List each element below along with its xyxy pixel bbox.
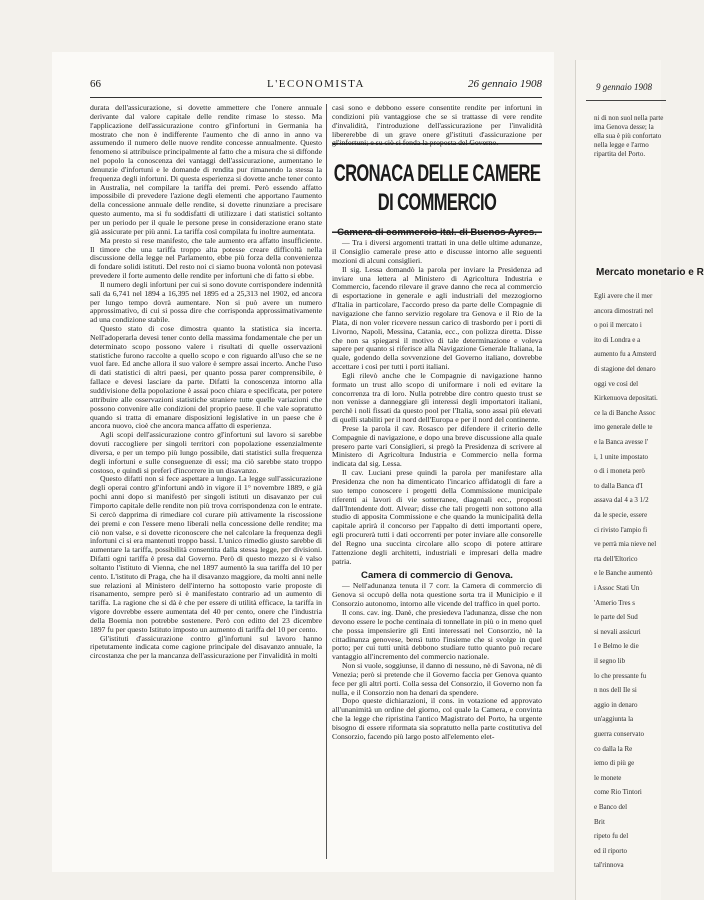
adjacent-page-line: e la Banca avesse l' xyxy=(594,438,649,446)
adjacent-page-line: Kirkenuova depositati. xyxy=(594,394,658,403)
adjacent-page-line: le parte del Sud xyxy=(594,613,638,622)
adjacent-page-line: ni di non suol nella parte xyxy=(594,114,664,122)
adjacent-page-line: si nevali assicuri xyxy=(594,627,641,636)
adjacent-page-line: come Rio Tintori xyxy=(594,788,642,797)
page-header xyxy=(90,78,542,94)
paragraph: Il cav. Luciani prese quindi la parola per manifestare alla Presidenza che non ha dimenticato l'incarico affidatogli di fare a suo tempo conoscere i progetti della Commissione municipale riferenti ai lavori di vie sotterranee, diagonali ecc., proposti dall'Intendente dott. Alvear; disse che tali progetti non sottono alla studio di apposita Commissione e che quando la municipalità della capitale aprirà il concorso per l'appalto di detti importanti opere, egli procurerà tutti i dati occorrenti per poter inviare alle consorelle del Regno una succinta circolare allo scopo di potere attirare l'attenzione degli architetti, industriali e impresari della madre patria. xyxy=(332,468,542,566)
adjacent-page-line: rta dell'Eltorico xyxy=(594,554,638,563)
document-page xyxy=(52,52,554,872)
adjacent-page-line: tal'rinnova xyxy=(594,861,624,870)
paragraph: Non si vuole, soggiunse, il danno di nessuno, nè di Savona, nè di Venezia; però si pretende che il Governo faccia per Genova quanto fece per gli altri porti. Colla sessa del Consorzio, il Governo non fa nulla, e il Consorzio non ha denari da spendere. xyxy=(332,661,542,697)
adjacent-page-line: le monete xyxy=(594,773,622,782)
paragraph: casi sono e debbono essere consentite rendite per infortuni in condizioni più vantaggiose che se si trattasse di vere rendite d'invalidità, l'introduzione dell'assicurazione per l'invalidità libererebbe di un grave onere gl'istituti d'assicurazione per gl'infortuni; e su ciò si fonda la proposta del Governo. xyxy=(332,103,542,148)
adjacent-page-line: assava dal 4 a 3 1/2 xyxy=(594,496,649,505)
section-heading-genova: Camera di commercio di Genova. xyxy=(361,570,513,582)
adjacent-page-line: ima Genova desse; la xyxy=(594,123,654,131)
adjacent-page-line: da le specie, essere xyxy=(594,511,648,519)
adjacent-page-date: 9 gennaio 1908 xyxy=(596,82,652,92)
adjacent-page-line: imo generale delle te xyxy=(594,423,653,432)
adjacent-page-line: aumento fu a Amsterd xyxy=(594,350,657,359)
adjacent-page-line: co dalla la Re xyxy=(594,744,633,753)
adjacent-page-line: oggi ve così del xyxy=(594,379,639,388)
adjacent-page-line: iemo di più ge xyxy=(594,759,635,768)
paragraph: Prese la parola il cav. Rosasco per difendere il criterio delle Compagnie di navigazione, e dopo una breve discussione alla quale presero parte vari Consiglieri, si pregò la Presidenza di scrivere al Ministero di Agricoltura Industria e Commercio nella forma indicata dal sig. Lessa. xyxy=(332,423,542,469)
paragraph: Gl'istituti d'assicurazione contro gl'infortuni sul lavoro hanno ripetutamente indicata come cagione principale del disavanzo annuale, la circostanza che per la mancanza dell'assicurazione per l'invalidità in molti xyxy=(90,633,322,661)
adjacent-page-line: ito di Londra e a xyxy=(594,335,641,344)
adjacent-page-line: I e Belmo le die xyxy=(594,642,639,651)
adjacent-page-line: ripeto fu del xyxy=(594,832,629,841)
adjacent-page-line: i Assoc Stati Un xyxy=(594,584,640,592)
adjacent-page-line: aggio in denaro xyxy=(594,700,638,709)
adjacent-page-line: ripartita del Porto. xyxy=(594,150,646,158)
left-column xyxy=(90,104,322,864)
adjacent-page-line: nella legge e l'armo xyxy=(594,141,649,149)
section-banner: CRONACA DELLE CAMERE DI COMMERCIO xyxy=(332,143,542,233)
adjacent-page-rule xyxy=(586,100,666,101)
journal-title: L'ECONOMISTA xyxy=(267,78,365,90)
adjacent-page-line: guerra conservato xyxy=(594,730,644,738)
adjacent-page-line: ce la di Banche Assoc xyxy=(594,408,656,417)
adjacent-page-line: ancora dimostrati nel xyxy=(594,306,654,315)
section-heading-buenos-ayres: Camera di commercio ital. di Buenos Ayres. xyxy=(337,227,537,239)
paragraph: Agli scopi dell'assicurazione contro gl'infortuni sul lavoro si sarebbe dovuti raccogliere per singoli territori con popolazione essenzialmente diversa, e per un tempo più lungo possibile, dati statistici sulla frequenza degli infortuni e sulle conseguenze di essi; ma ciò sarebbe stato troppo costoso, e quindi si preferì d'incorrere in un disavanzo. xyxy=(90,430,322,475)
paragraph: durata dell'assicurazione, si dovette ammettere che l'onere annuale derivante dal valore capitale delle rendite rimase lo stesso. Ma l'applicazione dell'assicurazione contro gl'infortuni in Germania ha mostrato che non è indifferente l'aumento che di anno in anno va assumendo il numero delle nuove rendite concesse annualmente. Questo fenomeno si attribuisce principalmente al fatto che a misura che si diffonde nel popolo la conoscenza dei vantaggi dell'assicurazione, aumentano le denunzie d'infortuni e le domande di rendita pur rimanendo la stessa la frequenza degli infortuni. Di questa esperienza si dovette anche tener conto in Australia, nel compilare la tariffa dei premi. Però essendo affatto impossibile di prevedere l'azione degli elementi che apportano l'aumento della concessione annuale delle rendite, si dovette rinunziare a precisare questo aumento, ma si fu soddisfatti di utilizzare i dati statistici soltanto per un periodo per il quale le persone prese in considerazione erano state già assicurate per più anni. La tariffa così compilata fu inoltre aumentata. xyxy=(90,103,322,236)
header-rule xyxy=(90,97,542,98)
column-divider xyxy=(326,104,327,859)
adjacent-page-line: o di i moneta però xyxy=(594,467,645,476)
paragraph: Questo stato di cose dimostra quanto la statistica sia incerta. Nell'adoperarla devesi tener conto della massima fondamentale che per un determinato scopo possono valere i risultati di quelle osservazioni statistiche furono raccolte a quello scopo e con riguardo all'uso che se ne vuol fare. Ed anche allora il suo valore è sempre assai incerto. Anche l'uso di dati statistici di altri paesi, per quanto possa parer comprensibile, è fallace e devesi lasciare da parte. Difatti la conoscenza intorno alla suddivisione della popolazione è assai poco chiara e specificata, per potere attribuire alle osservazioni statistiche straniere tutte quelle variazioni che possono convenire alle condizioni del proprio paese. Il che vale sopratutto quando si tratta di emanare disposizioni legislative in un paese che è ancora nuovo, cioè che ancora manca affatto di esperienza. xyxy=(90,324,322,431)
adjacent-page-line: ve perrà mia nieve nel xyxy=(594,540,657,549)
adjacent-page-line: Egli avere che il mer xyxy=(594,292,653,300)
right-column xyxy=(332,104,542,864)
adjacent-page-line: lo che pressante fu xyxy=(594,671,647,680)
adjacent-page-line: il segno lib xyxy=(594,657,626,665)
adjacent-page-line: ed il riporto xyxy=(594,846,628,855)
adjacent-page-line: o poi il mercato i xyxy=(594,321,642,330)
adjacent-page-line: Brit xyxy=(594,817,605,826)
paragraph: Il sig. Lessa domandò la parola per inviare la Presidenza ad inviare una lettera al Ministero di Agricoltura Industria e Commercio, facendo rilevare il grave danno che reca al commercio di esportazione in generale e agli industriali del mezzogiorno d'Italia in particolare, l'accordo preso da parte delle Compagnie di navigazione che fanno servizio regolare tra Genova e il Rio de la Plata, di non voler ricevere nessun carico di trasbordo per i porti di Livorno, Napoli, Messina, Catania, ecc., con polizza diretta. Disse che non sa spiegarsi il motivo di tale determinazione e voleva sapere per quanto si riferisce alla Navigazione Generale Italiana, la quale, godendo della sovvenzione del Governo italiano, dovrebbe accettare i così per tutti i porti italiani. xyxy=(332,264,542,372)
paragraph: — Tra i diversi argomenti trattati in una delle ultime adunanze, il Consiglio camerale prese atto e discusse intorno alle seguenti mozioni di alcuni consiglieri. xyxy=(332,238,542,265)
adjacent-page-line: di stagione del denaro xyxy=(594,365,656,373)
paragraph: Ma presto si rese manifesto, che tale aumento era affatto insufficiente. Il timore che una tariffa troppo alta potesse creare difficoltà nella discussione della legge nel Parlamento, ebbe più forza della convenienza di fondare solidi istituti. Del resto noi ci siamo buona volontà non potevasi prevedere il forte aumento delle rendite per infortuni che di fatto si ebbe. xyxy=(90,235,322,281)
adjacent-page-line: ci rivisto l'ampio fi xyxy=(594,525,648,534)
adjacent-page-line: 'Amerio Tres s xyxy=(594,598,635,607)
paragraph: — Nell'adunanza tenuta il 7 corr. la Camera di commercio di Genova si occupò della nota questione sorta tra il Municipio e il Consorzio autonomo, intorno alle vicende del traffico in quel porto. xyxy=(332,581,542,609)
adjacent-page-line: ella sua è più confortato xyxy=(594,132,662,140)
page-number: 66 xyxy=(90,78,101,90)
paragraph: Dopo queste dichiarazioni, il cons. in votazione ed approvato all'unanimità un ordine del giorno, col quale la Camera, e convinta che la legge che ripristina l'antico Magistrato del Porto, ha urgente bisogno di essere riformata sia sopratutto nella parte costitutiva del Consorzio, facendo più largo posto all'elemento elet- xyxy=(332,696,542,741)
adjacent-page-line: e Banco del xyxy=(594,803,628,811)
adjacent-page-line: to dalla Banca d'I xyxy=(594,481,643,490)
adjacent-page-edge xyxy=(575,60,704,900)
adjacent-page-heading: Mercato monetario e R xyxy=(596,267,704,278)
adjacent-page-line: n nos dell Ile si xyxy=(594,686,637,695)
adjacent-page-line: e le Banche aumentò xyxy=(594,569,653,578)
adjacent-page-line: i, 1 unite impostato xyxy=(594,452,649,461)
adjacent-page-line: un'aggiunta la xyxy=(594,715,634,724)
issue-date: 26 gennaio 1908 xyxy=(468,78,542,90)
paragraph: Il numero degli infortuni per cui si sono dovute corrispondere indennità salì da 6,741 nel 1894 a 16,395 nel 1895 ed a 25,313 nel 1902, ed ancora per lungo tempo dovrà aumentare. Non si può avere un numero approssimativo, di cui si possa dire che corrisponda approssimativamente ad una condizione stabile. xyxy=(90,279,322,325)
paragraph: Il cons. cav. ing. Danè, che presiedeva l'adunanza, disse che non devono essere le poche centinaia di tonnellate in più o in meno quel che possa impensierire gli Enti interessati nel Consorzio, nè la cittadinanza genovese, bensì tutto l'insieme che si svolge in quel porto; per cui tutti unità debbono studiare tutto quanto può recare vantaggio all'incremento del commercio nazionale. xyxy=(332,607,542,662)
paragraph: Egli rilevò anche che le Compagnie di navigazione hanno formato un trust allo scopo di uniformare i noli ed evitare la concorrenza tra di loro. Nulla potrebbe dire contro questo trust se non venisse a danneggiare gli interessi degli importatori italiani, perchè i noli fissati da questo pool per l'Italia, sono assai più elevati di quelli stabiliti per il nord dell'Europa e per il nord del continente. xyxy=(332,370,542,425)
paragraph: Questo difatti non si fece aspettare a lungo. La legge sull'assicurazione degli operai contro gl'infortuni andò in vigore il 1° novembre 1889, e già pochi anni dopo si manifestò per singoli istituti un disavanzo per cui l'importo capitale delle rendite non più trova corrispondenza con le entrate. Si cercò dapprima di rimediare col curare più attivamente la riscossione dei premi e con l'essere meno liberali nella concessione delle rendite; ma ciò non valse, e si dovette riconoscere che nel calcolare la frequenza degli infortuni ci si era mantenuti troppo bassi. L'unico rimedio giusto sarebbe di aumentare la tariffa, possibilità consentita dalla stessa legge, per divisioni. Difatti ogni tariffa è presa dal Governo. Però di questo mezzo si è valso soltanto l'istituto di Vienna, che nel 1897 aumentò la sua tariffa del 10 per cento. L'istituto di Praga, che ha il disavanzo maggiore, da molti anni nelle sue relazioni al Ministero dell'interno ha sottoposto varie proposte di risanamento, sempre però si è manifestato contrario ad un aumento di tariffa. La ragione che si dà è che per essere di utilità efficace, la tariffa in vigore dovrebbe essere aumentata del 40 per cento, onere che l'industria della Boemia non potrebbe sostenere. Però con editto del 23 dicembre 1897 fu per questo Istituto imposto un aumento di tariffa del 10 per cento. xyxy=(90,474,322,634)
